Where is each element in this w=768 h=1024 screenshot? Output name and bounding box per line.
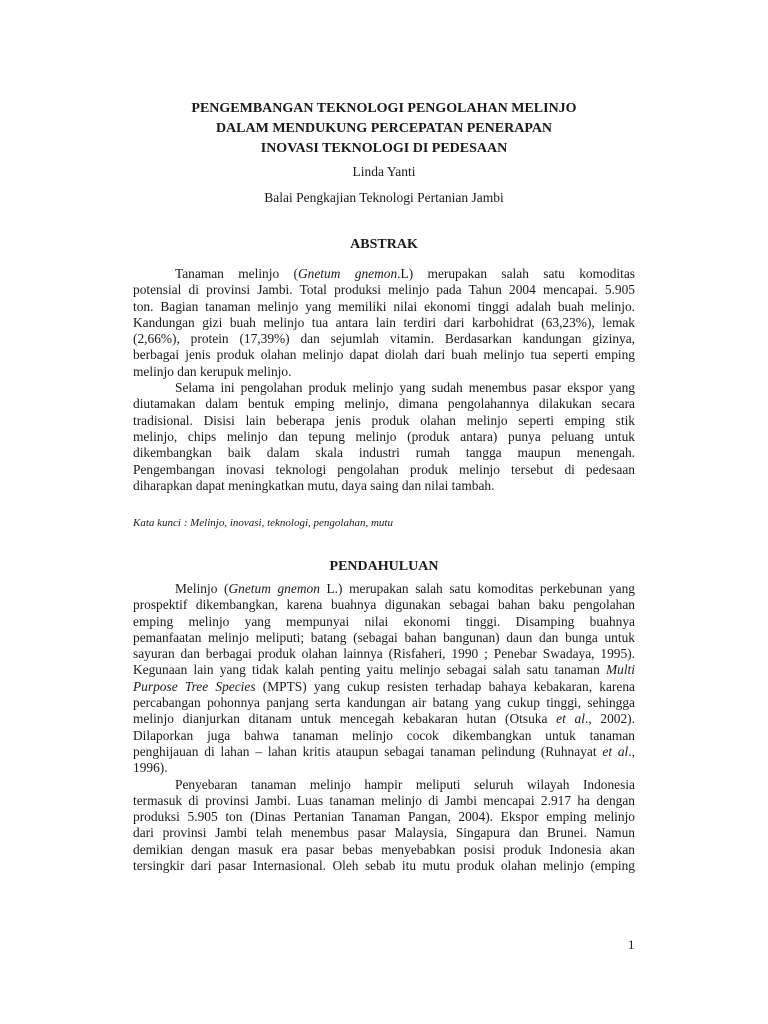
- text-segment: .,: [628, 743, 635, 759]
- text-line: [133, 614, 635, 630]
- text-segment: potensial di provinsi Jambi. Total produksi melinjo pada Tahun 2004 mencapai. 5.905: [133, 282, 635, 298]
- text-segment: .L) merupakan salah satu komoditas: [397, 266, 635, 281]
- text-line: [133, 662, 635, 678]
- text-segment: ton. Bagian tanaman melinjo yang memiliki nilai ekonomi tinggi adalah buah melinjo.: [133, 298, 635, 314]
- introduction-heading: PENDAHULUAN: [329, 559, 439, 574]
- text-line: [133, 380, 635, 396]
- title-line: PENGEMBANGAN TEKNOLOGI PENGOLAHAN MELINJO: [191, 101, 577, 116]
- text-line: [133, 315, 635, 331]
- text-segment: diutamakan dalam bentuk emping melinjo, dimana pengolahannya dilakukan secara: [133, 396, 635, 412]
- text-segment: sayuran dan berbagai produk olahan lainnya (Risfaheri, 1990 ; Penebar Swadaya, 1995).: [133, 646, 635, 662]
- text-segment: melinjo, chips melinjo dan tepung melinjo (produk antara) punya peluang untuk: [133, 428, 635, 444]
- text-segment: tersingkir dari pasar Internasional. Oleh sebab itu mutu produk olahan melinjo (emping: [133, 858, 635, 874]
- text-line: [133, 825, 635, 841]
- text-line: [133, 581, 635, 597]
- text-segment: penghijauan di lahan – lahan kritis ataupun sebagai tanaman pelindung (Ruhnayat: [133, 743, 603, 759]
- text-line: [133, 445, 635, 461]
- text-line: [133, 679, 635, 695]
- italic-term: Purpose Tree Species: [133, 678, 256, 694]
- text-line: [133, 711, 635, 727]
- text-segment: berbagai jenis produk olahan melinjo dapat diolah dari buah melinjo tua seperti emping: [133, 347, 635, 363]
- text-line: [133, 413, 635, 429]
- italic-term: et al: [602, 743, 629, 759]
- text-line: [133, 646, 635, 662]
- italic-term: Gnetum gnemon: [298, 266, 398, 281]
- text-segment: Melinjo (: [175, 581, 229, 596]
- text-segment: melinjo dianjurkan ditanam untuk mencegah kebakaran hutan (Otsuka: [133, 711, 557, 727]
- text-line: [133, 462, 635, 478]
- text-segment: (2,66%), protein (17,39%) dan sejumlah vitamin. Berdasarkan kandungan gizinya,: [133, 331, 635, 347]
- text-line: [133, 396, 635, 412]
- text-line: [133, 597, 635, 613]
- text-segment: tradisional. Disisi lain beberapa jenis produk olahan melinjo seperti emping stik: [133, 412, 635, 428]
- text-segment: emping melinjo yang mempunyai nilai ekonomi tinggi. Disamping buahnya: [133, 613, 635, 629]
- text-segment: Kegunaan lain yang tidak kalah penting yaitu melinjo sebagai salah satu tanaman: [133, 662, 606, 678]
- text-segment: Penyebaran tanaman melinjo hampir meliputi seluruh wilayah Indonesia: [175, 776, 635, 792]
- author-name: Linda Yanti: [352, 164, 416, 179]
- text-segment: ., 2002).: [584, 711, 635, 727]
- title-line: INOVASI TEKNOLOGI DI PEDESAAN: [260, 141, 508, 156]
- abstract-body: [133, 266, 635, 494]
- text-line: [133, 728, 635, 744]
- text-segment: termasuk di provinsi Jambi. Luas tanaman melinjo di Jambi mencapai 2.917 ha dengan: [133, 792, 635, 808]
- text-segment: Tanaman melinjo (: [175, 266, 298, 281]
- title-line: DALAM MENDUKUNG PERCEPATAN PENERAPAN: [215, 121, 553, 136]
- text-line: [133, 478, 635, 494]
- italic-term: Gnetum gnemon: [228, 581, 320, 596]
- text-line: [133, 695, 635, 711]
- page-number: 1: [628, 937, 635, 952]
- text-line: [133, 364, 635, 380]
- text-segment: dari provinsi Jambi telah menembus pasar Malaysia, Singapura dan Brunei. Namun: [133, 825, 635, 841]
- text-segment: Dilaporkan juga bahwa tanaman melinjo cocok dikembangkan untuk tanaman: [133, 727, 635, 743]
- text-segment: Kandungan gizi buah melinjo tua antara lain terdiri dari karbohidrat (63,23%), lemak: [133, 314, 635, 330]
- text-segment: prospektif dikembangkan, karena buahnya digunakan sebagai bahan baku pengolahan: [133, 597, 635, 613]
- text-line: [133, 429, 635, 445]
- text-line: [133, 777, 635, 793]
- introduction-body: [133, 581, 635, 874]
- text-segment: pemanfaatan melinjo meliputi; batang (sebagai bahan bangunan) daun dan bunga untuk: [133, 629, 635, 645]
- text-line: [133, 744, 635, 760]
- text-segment: (MPTS) yang cukup resisten terhadap bahaya kebakaran, karena: [255, 678, 635, 694]
- text-line: [133, 842, 635, 858]
- text-segment: diharapkan dapat meningkatkan mutu, daya saing dan nilai tambah.: [133, 477, 495, 493]
- text-line: [133, 630, 635, 646]
- text-line: [133, 793, 635, 809]
- text-segment: Pengembangan inovasi teknologi pengolahan produk melinjo tersebut di pedesaan: [133, 461, 635, 477]
- italic-term: et al: [556, 711, 585, 727]
- text-line: [133, 858, 635, 874]
- text-line: [133, 282, 635, 298]
- text-segment: dikembangkan baik dalam skala industri rumah tangga maupun menengah.: [133, 445, 635, 461]
- text-segment: demikian dengan masuk era pasar bebas menyebabkan posisi produk Indonesia akan: [133, 841, 635, 857]
- keywords: Kata kunci : Melinjo, inovasi, teknologi, pengolahan, mutu: [133, 517, 393, 529]
- paper-title: [0, 99, 768, 159]
- text-line: [133, 266, 635, 282]
- text-line: [133, 347, 635, 363]
- text-line: [133, 760, 635, 776]
- abstract-heading: ABSTRAK: [350, 237, 418, 252]
- text-segment: L.) merupakan salah satu komoditas perkebunan yang: [319, 581, 635, 596]
- text-line: [133, 809, 635, 825]
- text-line: [133, 331, 635, 347]
- author-affiliation: Balai Pengkajian Teknologi Pertanian Jambi: [264, 190, 504, 205]
- text-segment: produksi 5.905 ton (Dinas Pertanian Tanaman Pangan, 2004). Ekspor emping melinjo: [133, 809, 635, 825]
- text-line: [133, 299, 635, 315]
- text-segment: percabangan pohonnya panjang serta kandungan air batang yang cukup tinggi, sehingga: [133, 695, 635, 711]
- italic-term: Multi: [605, 662, 635, 678]
- text-segment: melinjo dan kerupuk melinjo.: [133, 363, 292, 379]
- text-segment: 1996).: [133, 760, 168, 776]
- text-segment: Selama ini pengolahan produk melinjo yang sudah menembus pasar ekspor yang: [175, 380, 635, 396]
